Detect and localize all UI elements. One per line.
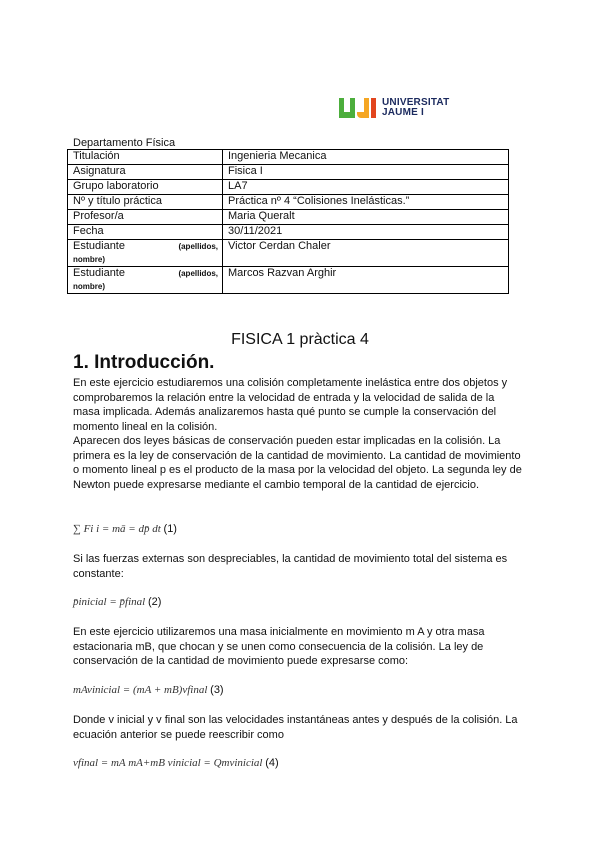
- student-note-a: (apellidos,: [178, 269, 218, 278]
- table-row-student: [68, 240, 509, 267]
- row-label: Fecha: [68, 225, 223, 240]
- equation-3: [73, 684, 224, 696]
- logo-line-2: JAUME I: [382, 107, 424, 118]
- equation-3-text: mAvinicial = (mA + mB)vfinal: [73, 684, 208, 696]
- student-note-b: nombre): [73, 255, 105, 264]
- university-logo: [339, 98, 449, 118]
- paragraph-masses: En este ejercicio utilizaremos una masa inicialmente en movimiento m A y otra masa estacionaria mB, que chocan y se unen como consecuencia de la colisión. La ley de conservación de la cantidad de movimiento puede expresarse como:: [73, 626, 485, 668]
- paragraph-laws: Aparecen dos leyes básicas de conservación pueden estar implicadas en la colisión. La primera es la ley de conservación de la cantidad de movimiento. La cantidad de movimiento o momento lineal p es el producto de la masa por la velocidad del objeto. La segunda ley de Newton puede expresarse mediante el cambio temporal de la cantidad de ejercicio.: [73, 435, 522, 491]
- logo-letter-j-shape: [357, 98, 369, 118]
- student-label-cell: [68, 267, 223, 294]
- logo-letter-i-shape: [371, 98, 376, 118]
- row-label: Profesor/a: [68, 210, 223, 225]
- row-value: LA7: [223, 180, 509, 195]
- row-value: Fisica I: [223, 165, 509, 180]
- equation-4-text: vfinal = mA mA+mB vinicial = Qmvinicial: [73, 757, 263, 769]
- equation-4-number: (4): [265, 757, 279, 769]
- student-label: Estudiante: [73, 240, 125, 252]
- equation-2: [73, 596, 161, 608]
- paragraph-velocities: Donde v inicial y v final son las velocidades instantáneas antes y después de la colisión. La ecuación anterior se puede reescribir como: [73, 714, 518, 741]
- row-label: Asignatura: [68, 165, 223, 180]
- student-label-cell: [68, 240, 223, 267]
- student-note-b: nombre): [73, 282, 105, 291]
- department-label: Departamento Física: [73, 137, 176, 149]
- row-label: Titulación: [68, 150, 223, 165]
- equation-2-text: p̄inicial = p̄final: [73, 596, 146, 608]
- table-row: [68, 165, 509, 180]
- equation-3-number: (3): [210, 684, 224, 696]
- equation-1-number: (1): [163, 523, 177, 535]
- row-label: Grupo laboratorio: [68, 180, 223, 195]
- equation-1: [73, 523, 177, 535]
- row-value: Maria Queralt: [223, 210, 509, 225]
- table-row: [68, 150, 509, 165]
- equation-2-number: (2): [147, 596, 162, 608]
- table-row: [68, 180, 509, 195]
- equation-4: [73, 757, 279, 769]
- table-row: [68, 210, 509, 225]
- row-value: Práctica nº 4 “Colisiones Inelásticas.”: [223, 195, 509, 210]
- document-title: FISICA 1 pràctica 4: [231, 331, 369, 348]
- student-note-a: (apellidos,: [178, 242, 218, 251]
- paragraph-intro: En este ejercicio estudiaremos una colisión completamente inelástica entre dos objetos y comprobaremos la relación entre la velocidad de entrada y la velocidad de salida de la masa implicada. Además analizaremos hasta qué punto se cumple la conservación del momento lineal en la colisión.: [73, 377, 508, 433]
- info-table: [67, 149, 509, 294]
- table-row-student: [68, 267, 509, 294]
- row-label: Nº y título práctica: [68, 195, 223, 210]
- section-heading: 1. Introducción.: [73, 352, 215, 373]
- logo-line-1: UNIVERSITAT: [382, 97, 450, 108]
- paragraph-constant: Si las fuerzas externas son despreciables, la cantidad de movimiento total del sistema es constante:: [73, 553, 508, 580]
- row-value: 30/11/2021: [223, 225, 509, 240]
- logo-letter-u-shape: [339, 98, 355, 118]
- logo-text: [382, 98, 449, 118]
- student-name: Victor Cerdan Chaler: [223, 240, 509, 267]
- table-row: [68, 195, 509, 210]
- uji-logo-mark: [339, 98, 376, 118]
- table-row: [68, 225, 509, 240]
- equation-1-text: ∑ Fi i = mā = dp̄ dt: [73, 523, 161, 535]
- student-name: Marcos Razvan Arghir: [223, 267, 509, 294]
- row-value: Ingenieria Mecanica: [223, 150, 509, 165]
- student-label: Estudiante: [73, 267, 125, 279]
